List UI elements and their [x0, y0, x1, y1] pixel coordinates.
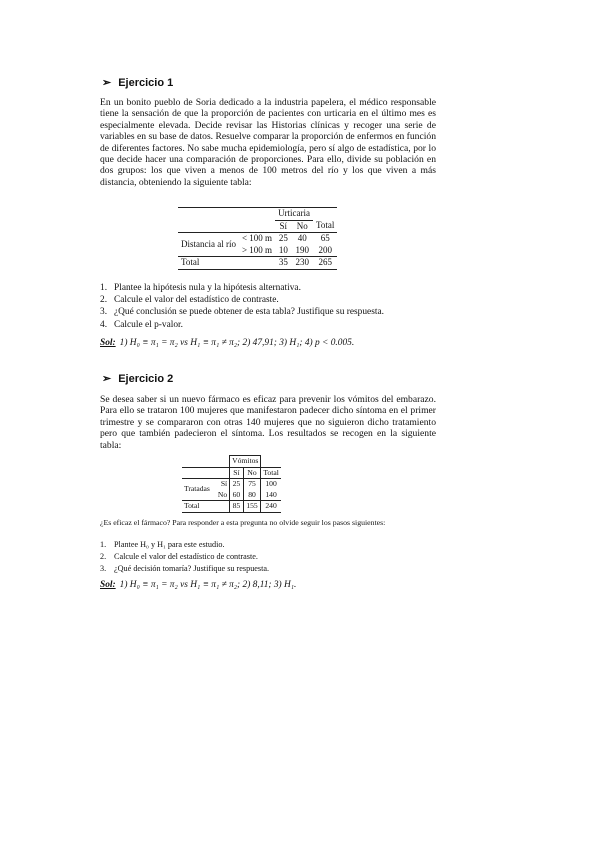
list-item-text: ¿Qué decisión tomaría? Justifique su respuesta.	[114, 564, 270, 573]
table-blank	[182, 456, 216, 468]
solution-label: Sol:	[100, 338, 116, 348]
solution-label: Sol:	[100, 580, 116, 590]
cell-value: 100	[261, 479, 281, 490]
list-item-number: 1.	[100, 283, 108, 293]
cell-value: 10	[278, 244, 288, 255]
list-item-number: 2.	[100, 552, 107, 561]
list-item	[100, 551, 440, 563]
list-item-text: Plantee H₀ y H₁ para este estudio.	[114, 540, 225, 549]
exercise-2-solution	[100, 580, 296, 590]
cell-value: 75	[243, 479, 261, 490]
cell-value: 80	[243, 490, 261, 501]
list-item-number: 1.	[100, 540, 107, 549]
list-item	[100, 319, 440, 331]
row-label-more-100: > 100 m	[241, 244, 273, 255]
table-blank	[239, 257, 275, 270]
list-item	[100, 282, 440, 294]
row-group-label: Distancia al río	[181, 238, 236, 249]
total-row-label: Total	[178, 257, 239, 270]
cell-value: 140	[261, 490, 281, 501]
row-group-label: Tratadas	[182, 479, 216, 501]
row-label-no: No	[216, 490, 230, 501]
exercise-1-statement: En un bonito pueblo de Soria dedicado a la industria papelera, el médico responsable tiene la sensación de que la proporción de pacientes con urticaria en el último mes es especialmente elevada. Decide revisar las Historias clínicas y recoger una serie de variables en su base de datos. Resuelve comparar la proporción de enfermos en función de diferentes factores. No sabe mucha epidemiología, pero sí algo de estadística, por lo que decide hacer una comparación de proporciones. Para ello, divide su población en dos grupos: los que viven a menos de 100 metros del río y los que viven a más distancia, obteniendo la siguiente tabla:	[100, 97, 436, 188]
list-item	[100, 306, 440, 318]
row-label-si: Sí	[216, 479, 230, 490]
vomitos-table	[182, 455, 281, 513]
table-group-header: Vómitos	[230, 456, 261, 468]
exercise-1-solution	[100, 338, 354, 348]
arrow-bullet-icon: ➢	[102, 77, 112, 89]
table-blank	[261, 456, 281, 468]
table-blank	[216, 456, 230, 468]
exercise-2-title-text: Ejercicio 2	[118, 373, 174, 385]
list-item-number: 2.	[100, 295, 108, 306]
exercise-1-title	[102, 76, 173, 89]
exercise-2-questions	[100, 539, 440, 575]
list-item	[100, 563, 440, 575]
list-item-number: 4.	[100, 319, 108, 330]
cell-value: 60	[230, 490, 244, 501]
solution-text: 1) H₀ ≡ π₁ = π₂ vs H₁ ≡ π₁ ≠ π₂; 2) 8,11; 3) H₁.	[119, 580, 297, 590]
list-item-text: Calcule el valor del estadístico de contraste.	[114, 552, 258, 561]
table-blank	[182, 467, 216, 479]
table-blank	[178, 220, 239, 233]
list-item	[100, 294, 440, 306]
arrow-bullet-icon: ➢	[102, 373, 112, 385]
col-header-total: Total	[261, 467, 281, 479]
exercise-2-question-intro: ¿Es eficaz el fármaco? Para responder a esta pregunta no olvide seguir los pasos siguientes:	[100, 518, 386, 527]
exercise-2-statement: Se desea saber si un nuevo fármaco es eficaz para prevenir los vómitos del embarazo. Para ello se trataron 100 mujeres que manifestaron padecer dicho síntoma en el primer trimestre y se compararon con otras 140 mujeres que no siguieron dicho tratamiento pero que también padecieron el síntoma. Los resultados se recogen en la siguiente tabla:	[100, 394, 436, 451]
col-header-si: Sí	[275, 220, 292, 233]
cell-value: 65	[320, 233, 330, 243]
total-row-label: Total	[182, 501, 216, 513]
exercise-1-questions	[100, 282, 440, 331]
col-header-si: Sí	[230, 467, 244, 479]
list-item-text: ¿Qué conclusión se puede obtener de esta tabla? Justifique su respuesta.	[114, 307, 384, 318]
table-blank	[216, 467, 230, 479]
cell-value: 85	[230, 501, 244, 513]
cell-value: 40	[297, 233, 307, 243]
urticaria-table	[178, 207, 337, 270]
cell-value: 25	[230, 479, 244, 490]
exercise-1-title-text: Ejercicio 1	[118, 77, 174, 89]
list-item-text: Plantee la hipótesis nula y la hipótesis alternativa.	[114, 283, 301, 293]
list-item-text: Calcule el valor del estadístico de contraste.	[114, 295, 279, 306]
table-blank	[216, 501, 230, 513]
list-item-number: 3.	[100, 564, 107, 573]
cell-value: 190	[295, 244, 310, 255]
table-corner	[239, 208, 275, 221]
solution-text: 1) H₀ ≡ π₁ = π₂ vs H₁ ≡ π₁ ≠ π₂; 2) 47,91; 3) H₁; 4) p < 0.005.	[119, 338, 355, 348]
row-label-less-100: < 100 m	[241, 233, 273, 243]
cell-value: 265	[313, 257, 337, 270]
col-header-no: No	[292, 220, 313, 233]
cell-value: 200	[318, 244, 332, 255]
table-blank	[313, 208, 337, 221]
cell-value: 155	[243, 501, 261, 513]
table-corner	[178, 208, 239, 221]
col-header-no: No	[243, 467, 261, 479]
cell-value: 25	[278, 233, 288, 243]
cell-value: 230	[292, 257, 313, 270]
table-group-header: Urticaria	[275, 208, 313, 221]
list-item-text: Calcule el p-valor.	[114, 319, 183, 330]
exercise-2-title	[102, 372, 173, 385]
list-item	[100, 539, 440, 551]
list-item-number: 3.	[100, 307, 108, 318]
table-blank	[239, 220, 275, 233]
cell-value: 240	[261, 501, 281, 513]
cell-value: 35	[275, 257, 292, 270]
col-header-total: Total	[313, 220, 337, 233]
